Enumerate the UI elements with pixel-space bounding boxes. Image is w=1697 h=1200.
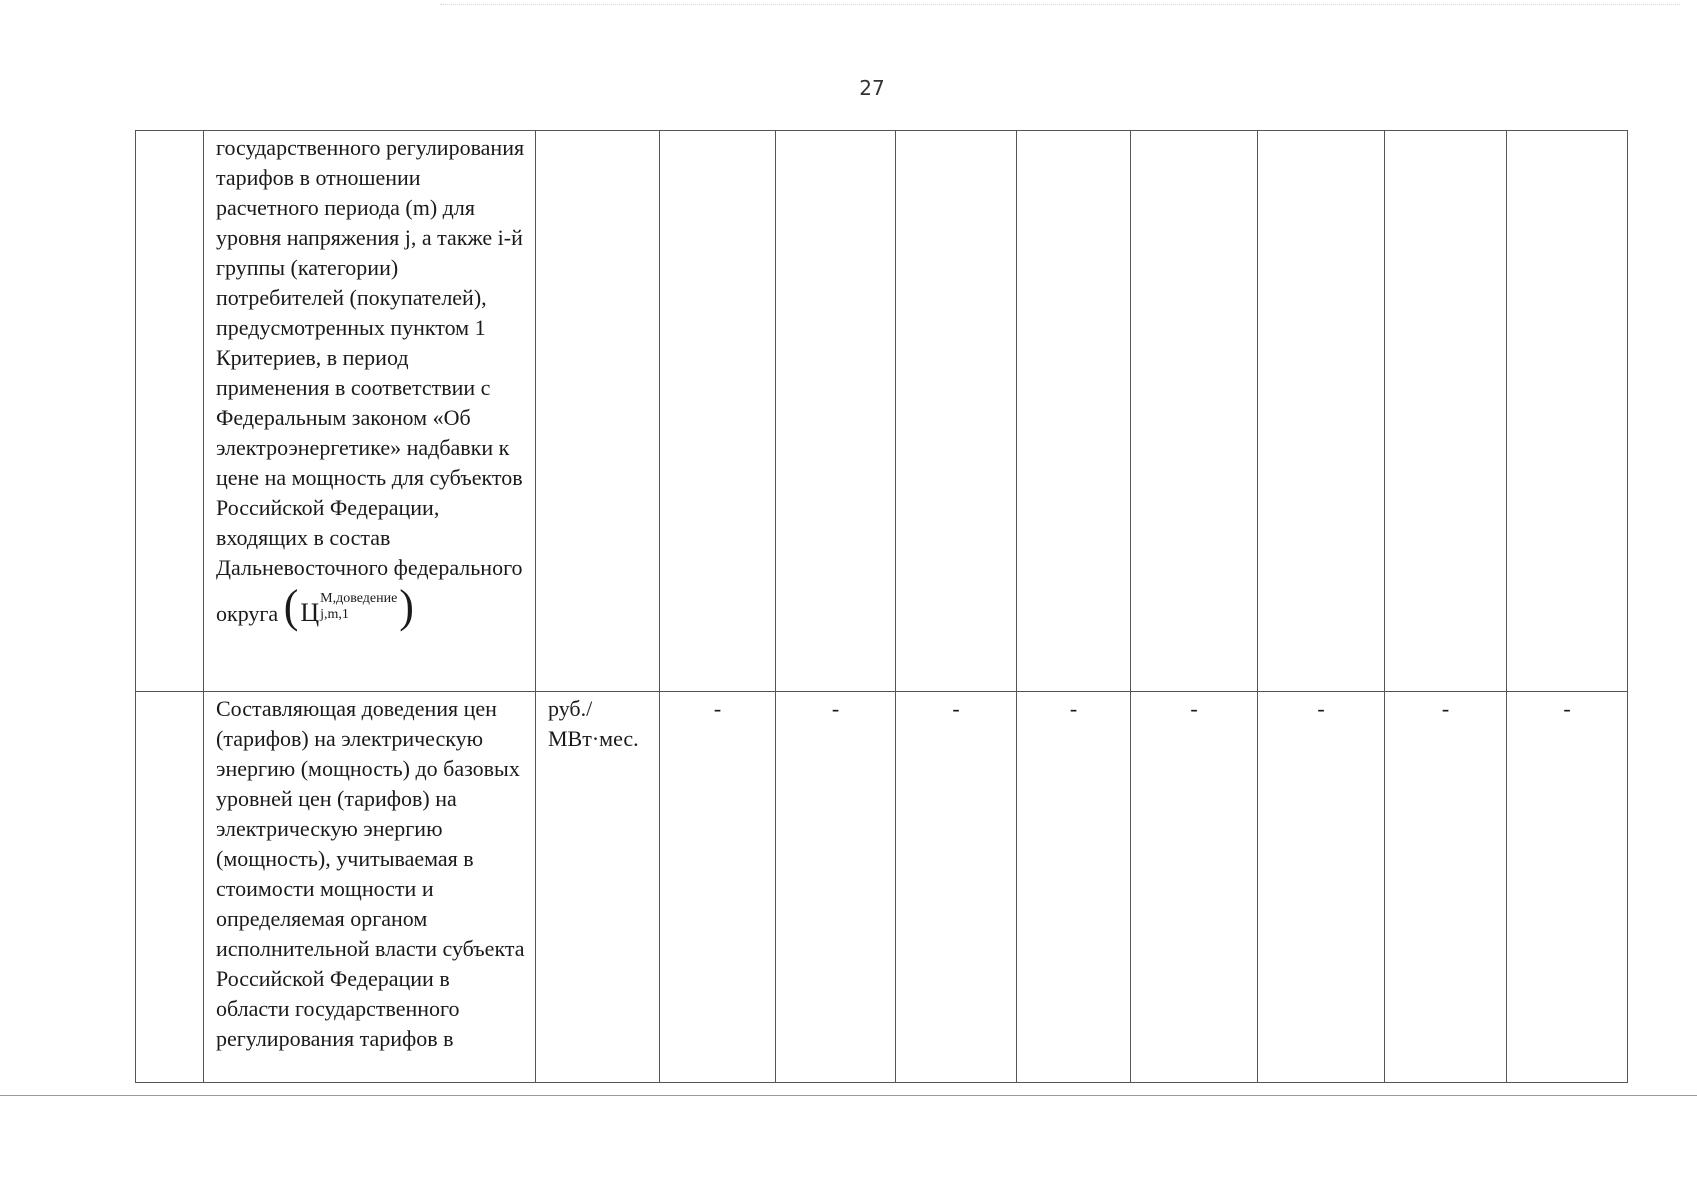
- description-cell: [204, 131, 536, 692]
- value-cell: -: [1131, 692, 1258, 1083]
- formula-open-paren: (: [283, 580, 299, 633]
- data-table: [135, 130, 1628, 1083]
- value-cell: [776, 131, 896, 692]
- value-cell: -: [896, 692, 1017, 1083]
- formula-superscript: М,доведение: [320, 591, 398, 606]
- value-cell: [896, 131, 1017, 692]
- value-cell: -: [1017, 692, 1131, 1083]
- value-cell: [1507, 131, 1628, 692]
- value-cell: [1258, 131, 1385, 692]
- unit-cell: руб./ МВт·мес.: [536, 692, 660, 1083]
- table-row: [136, 131, 1628, 692]
- formula-subscript: j,m,1: [320, 607, 349, 622]
- value-cell: -: [1258, 692, 1385, 1083]
- unit-cell: [536, 131, 660, 692]
- value-cell: -: [776, 692, 896, 1083]
- value-cell: -: [1507, 692, 1628, 1083]
- formula-scripts: [320, 591, 397, 623]
- page-number: 27: [859, 76, 885, 100]
- formula-close-paren: ): [399, 580, 414, 633]
- value-cell: -: [1385, 692, 1507, 1083]
- value-cell: [1017, 131, 1131, 692]
- description-cell: Составляющая доведения цен (тарифов) на электрическую энергию (мощность) до базовых уровней цен (тарифов) на электрическую энергию (мощность), учитываемая в стоимости мощности и определяемая органом исполнительной власти субъекта Российской Федерации в области государственного регулирования тарифов в: [204, 692, 536, 1083]
- value-cell: [1131, 131, 1258, 692]
- value-cell: [660, 131, 776, 692]
- table-row: [136, 692, 1628, 1083]
- row-description: государственного регулирования тарифов в отношении расчетного периода (m) для уровня напряжения j, а также i-й группы (категории) потребителей (покупателей), предусмотренных пунктом 1 Критериев, в период применения в соответствии с Федеральным законом «Об электроэнергетике» надбавки к цене на мощность для субъектов Российской Федерации, входящих в состав Дальневосточного федерального округа: [216, 135, 525, 626]
- value-cell: [1385, 131, 1507, 692]
- formula-symbol: Ц: [300, 598, 320, 627]
- formula: [283, 580, 414, 633]
- value-cell: -: [660, 692, 776, 1083]
- row-number-cell: [136, 692, 204, 1083]
- scan-edge-line: [0, 1095, 1697, 1096]
- row-number-cell: [136, 131, 204, 692]
- scan-artifact: [440, 4, 1680, 6]
